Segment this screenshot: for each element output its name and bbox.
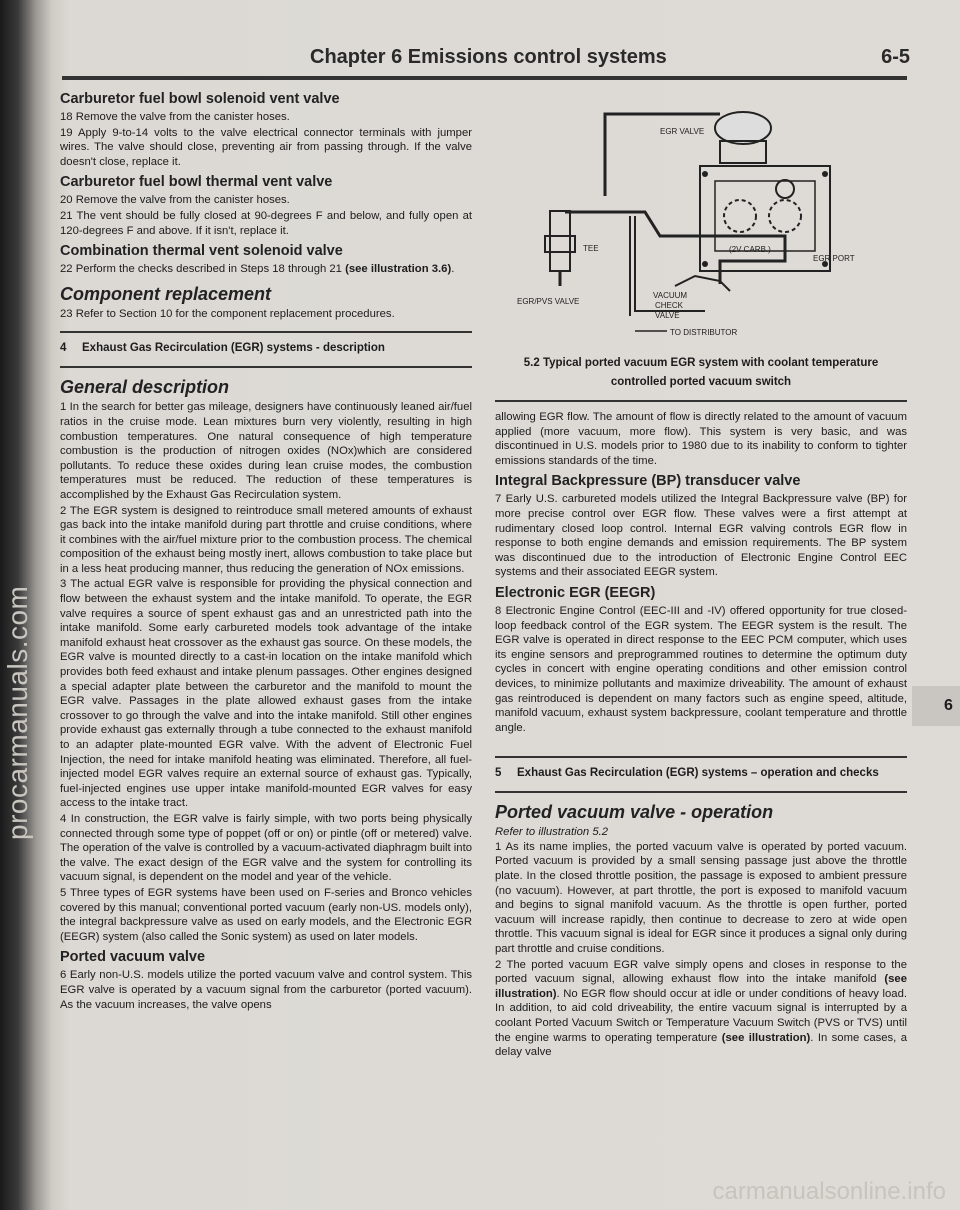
- para-22-text: 22 Perform the checks described in Steps 18 through 21: [60, 263, 346, 276]
- right-column: [495, 86, 907, 1061]
- section-5-number: 5: [495, 767, 502, 780]
- left-column: [60, 86, 472, 1013]
- label-vacuum: VACUUM: [653, 291, 688, 300]
- egr-system-diagram: [495, 86, 907, 356]
- para-op-2: [495, 958, 907, 1060]
- para-18: 18 Remove the valve from the canister hoses.: [60, 111, 290, 123]
- para-op-2-e: . In some cases, a delay valve: [495, 1031, 908, 1059]
- para-op-2-c: . No EGR flow should occur at idle or under conditions of heavy load. In addition, to aid cold driveability, the entire vacuum signal is interrupted by a coolant Ported Vacuum Switch or Temperature Vacuum Switch (PVS or TVS) until the engine warms to operating temperature: [495, 987, 907, 1044]
- carb-barrel-right: [769, 200, 801, 232]
- header-rule: [62, 76, 907, 80]
- section-rule-top: [60, 331, 472, 333]
- figure-caption-line-1: 5.2 Typical ported vacuum EGR system with coolant temperature: [523, 357, 879, 369]
- label-egr-pvs: EGR/PVS VALVE: [517, 297, 580, 306]
- section-5-text: Exhaust Gas Recirculation (EGR) systems – operation and checks: [517, 767, 879, 780]
- para-8: 8 Electronic Engine Control (EEC-III and -IV) offered opportunity for true closed-loop feedback control of the EGR system. The EEGR system is the result. The EGR valve is operated in direct response to the EEC PCM computer, which uses its engine sensors and preprogrammed routines to determine the optimum duty cycles in concert with engine operating conditions and other emission control devices, to minimize pollutants and maximize driveability. The amount of exhaust gas reintroduced is dependent on many factors such as engine speed, altitude, manifold vacuum, exhaust system backpressure, coolant temperature and throttle angle.: [495, 604, 907, 734]
- heading-eegr: Electronic EGR (EEGR): [495, 584, 656, 601]
- heading-bowl-thermal: Carburetor fuel bowl thermal vent valve: [60, 174, 333, 191]
- para-7: 7 Early U.S. carbureted models utilized the Integral Backpressure valve (BP) for more precise control over EGR flow. These valves were a first attempt at rudimentary closed loop control. Internal EGR valving controls EGR flow in response to both engine demands and emission requirements. The BP system was discontinued due to the introduction of Electronic Engine Control EEC systems and their associated EEGR system.: [495, 493, 907, 579]
- bolt-3: [702, 261, 708, 267]
- para-19: 19 Apply 9-to-14 volts to the valve electrical connector terminals with jumper wires. The valve should close, preventing air from passing through. If the valve doesn't close, replace it.: [60, 126, 472, 168]
- spacer: [495, 736, 907, 746]
- page-number: 6-5: [881, 46, 910, 68]
- para-continued: allowing EGR flow. The amount of flow is directly related to the amount of vacuum applied (more vacuum, more flow). This system is very basic, and was discontinued in U.S. models prior to 1980 due to its inability to conform to tighter emissions standards of the time.: [495, 411, 907, 467]
- section-4-title: [60, 341, 472, 356]
- figure-5-2: [495, 86, 907, 356]
- caption-rule: [495, 400, 907, 402]
- para-22-end: .: [451, 263, 455, 276]
- section-5-rule-top: [495, 756, 907, 758]
- bottom-watermark: carmanualsonline.info: [712, 1178, 946, 1205]
- heading-ported-vacuum-valve: Ported vacuum valve: [60, 949, 206, 966]
- bolt-1: [702, 171, 708, 177]
- para-21: 21 The vent should be fully closed at 90-degrees F and below, and fully open at 120-degrees F and above. If it isn't, replace it.: [60, 209, 472, 237]
- label-egr-valve: EGR VALVE: [660, 127, 705, 136]
- label-carb: (2V CARB.): [729, 245, 771, 254]
- para-gen-4: 4 In construction, the EGR valve is fairly simple, with two ports being physically connected through some type of poppet (off or on) or pintle (off or metered) valve. The operation of the valve is controlled by a vacuum-activated diaphragm built into the valve. The exact design of the EGR valve and the system for controlling its vacuum signal, is dependent on the model and year of the vehicle.: [60, 812, 472, 884]
- carb-fitting: [776, 180, 794, 198]
- heading-bowl-solenoid: Carburetor fuel bowl solenoid vent valve: [60, 91, 340, 107]
- heading-component-replacement: Component replacement: [60, 283, 272, 304]
- label-egr-port: EGR PORT: [813, 254, 855, 263]
- label-check: CHECK: [655, 301, 684, 310]
- para-22: [60, 262, 472, 277]
- chapter-thumb-tab: 6: [912, 686, 960, 726]
- para-op-2-a: 2 The ported vacuum EGR valve simply opens and closes in response to the ported vacuum signal, allowing exhaust flow into the intake manifold: [495, 958, 907, 986]
- para-23: 23 Refer to Section 10 for the component replacement procedures.: [60, 307, 395, 320]
- carb-barrel-left: [724, 200, 756, 232]
- section-rule-bottom: [60, 366, 472, 368]
- para-gen-5: 5 Three types of EGR systems have been used on F-series and Bronco vehicles covered by this manual; conventional ported vacuum (early non-US. models only), the integral backpressure valve as used on early models, and the Electronic EGR (EEGR) system (also called the Sonic system) as used on later models.: [60, 886, 472, 943]
- egr-valve-dome: [715, 112, 771, 144]
- heading-backpressure: Integral Backpressure (BP) transducer valve: [495, 473, 801, 490]
- illustration-reference: Refer to illustration 5.2: [495, 826, 609, 839]
- side-watermark: procarmanuals.com: [2, 585, 33, 840]
- label-valve: VALVE: [655, 311, 680, 320]
- section-5-rule-bottom: [495, 791, 907, 793]
- heading-pvv-operation: Ported vacuum valve - operation: [495, 802, 774, 823]
- heading-general-description: General description: [60, 377, 230, 398]
- chapter-title: Chapter 6 Emissions control systems: [310, 46, 667, 68]
- para-gen-6: 6 Early non-U.S. models utilize the ported vacuum valve and control system. This EGR valve is operated by a vacuum signal from the carburetor (ported vacuum). As the vacuum increases, the valve opens: [60, 969, 472, 1011]
- section-5-title: [495, 766, 907, 781]
- check-valve-body: [675, 276, 730, 291]
- section-4-number: 4: [60, 342, 67, 355]
- para-op-2-ref-1: (see illustration): [495, 973, 907, 1000]
- page-header: [60, 40, 910, 80]
- figure-caption-line-2: controlled ported vacuum switch: [610, 376, 792, 388]
- label-distributor: TO DISTRIBUTOR: [670, 328, 738, 337]
- para-op-2-ref-2: (see illustration): [721, 1031, 811, 1044]
- para-gen-3: 3 The actual EGR valve is responsible for providing the physical connection and flow between the exhaust system and the intake manifold. To operate, the EGR valve requires a source of spent exhaust gas and an unrestricted path into the intake manifold. Some early carbureted models took advantage of the intake manifold exhaust heat crossover as the exhaust gas source. On these models, the EGR valve is mounted directly to a cast-in location on the intake manifold which provides both feed exhaust and intake plenum passages. Other engines designed a special adapter plate between the carburetor and the manifold to mount the EGR valve. Passages in the plate allowed exhaust gases from the intake crossover to go through the valve and into the intake manifold. Still other engines provide exhaust gas externally through a tube connected to the exhaust manifold to an adapter plate-mounted EGR valve. With the advent of Electronic Fuel Injection, the need for intake manifold heating was eliminated. Therefore, all fuel-injected model EGR valves require an external source of exhaust gas. Typically, fuel-injected engines use upper intake manifold-mounted EGR valves for easy access to the intake tract.: [60, 578, 472, 810]
- section-4-text: Exhaust Gas Recirculation (EGR) systems - description: [82, 342, 385, 355]
- para-20: 20 Remove the valve from the canister hoses.: [60, 194, 290, 207]
- para-op-1: 1 As its name implies, the ported vacuum valve is operated by ported vacuum. Ported vacuum is provided by a small sensing passage just above the throttle plate. In the closed throttle position, the passage is exposed to ambient pressure (no vacuum). However, at part throttle, the port is exposed to manifold vacuum and begins to signal manifold vacuum. As the throttle is open further, ported vacuum will increase rapidly, then continue to decrease to zero at wide open throttle. This vacuum signal is ideal for EGR since it produces a signal only during part throttle and cruise conditions.: [495, 840, 907, 956]
- para-gen-1: 1 In the search for better gas mileage, designers have continuously leaned air/fuel ratios in the cruise mode. Lean mixtures burn very violently, resulting in high combustion temperatures. One natural consequence of high temperature combustion is the production of nitrogen oxides (NOx)which are considered pollutants. To reduce these oxides during lean cruise modes, the combustion temperatures must be reduced. The reduction of these temperatures is accomplished by the Exhaust Gas Recirculation system.: [60, 401, 472, 501]
- bolt-2: [822, 171, 828, 177]
- label-tee: TEE: [583, 244, 599, 253]
- para-gen-2: 2 The EGR system is designed to reintroduce small metered amounts of exhaust gas back into the intake manifold during part throttle and cruise conditions, where it combines with the air/fuel mixture prior to the combustion process. The chemical composition of the exhaust being mostly inert, allows combustion to take place but in a less heat producing manner, thus reducing the generation of NOx emissions.: [60, 504, 472, 575]
- heading-combination: Combination thermal vent solenoid valve: [60, 243, 343, 260]
- para-22-ref: (see illustration 3.6): [345, 263, 452, 276]
- pvs-valve-body: [550, 211, 570, 271]
